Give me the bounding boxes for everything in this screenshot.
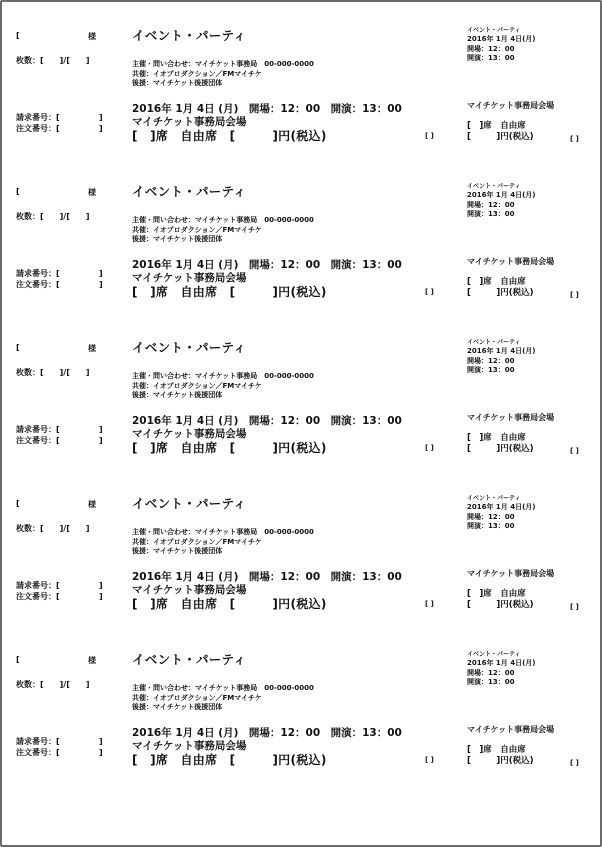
supporter-line: 後援：マイチケット後援団体 xyxy=(132,391,223,399)
stub-check-mark: [ ] xyxy=(570,135,579,143)
stub-seat: [ ]席 自由席 xyxy=(467,589,526,599)
honorific: 様 xyxy=(88,188,96,197)
stub-venue: マイチケット事務局会場 xyxy=(467,569,555,578)
invoice-close-bracket: ] xyxy=(99,737,103,746)
billing-info xyxy=(16,737,103,758)
stub-info xyxy=(467,659,536,688)
customer-name-row xyxy=(16,31,96,41)
invoice-number-label: 請求番号：[ xyxy=(16,113,60,122)
honorific: 様 xyxy=(88,344,96,353)
stub-seat: [ ]席 自由席 xyxy=(467,433,526,443)
invoice-number-label: 請求番号：[ xyxy=(16,737,60,746)
stub-start: 開演：13：00 xyxy=(467,210,515,218)
stub-title: イベント・パーティ xyxy=(467,495,521,502)
organizer-info xyxy=(132,60,314,89)
organizer-line: 主催・問い合わせ：マイチケット事務局 00-000-0000 xyxy=(132,528,314,536)
invoice-number-label: 請求番号：[ xyxy=(16,581,60,590)
order-number-label: 注文番号：[ xyxy=(16,279,60,289)
event-title: イベント・パーティ xyxy=(132,340,247,355)
organizer-info xyxy=(132,216,314,245)
seat-price: [ ]席 自由席 [ ]円(税込) xyxy=(132,285,327,299)
order-close-bracket: ] xyxy=(99,591,103,601)
stub-venue: マイチケット事務局会場 xyxy=(467,413,555,422)
stub-price: [ ]円(税込) xyxy=(467,756,534,766)
cosponsor-line: 共催：イオプロダクション／FMマイチケ xyxy=(132,69,262,78)
date-time: 2016年 1月 4日 (月) 開場：12：00 開演：13：00 xyxy=(132,727,402,739)
ticket-count: 枚数：[ ]/[ ] xyxy=(16,212,90,221)
organizer-info xyxy=(132,684,314,713)
stub-date: 2016年 1月 4日(月) xyxy=(467,659,536,667)
stub-seat-info xyxy=(467,589,534,611)
ticket-count: 枚数：[ ]/[ ] xyxy=(16,680,90,689)
stub-open: 開場：12：00 xyxy=(467,512,515,521)
event-title: イベント・パーティ xyxy=(132,496,247,511)
customer-name-row xyxy=(16,187,96,197)
stub-seat-info xyxy=(467,745,534,767)
name-open-bracket: [ xyxy=(16,499,20,508)
cosponsor-line: 共催：イオプロダクション／FMマイチケ xyxy=(132,537,262,546)
stub-open: 開場：12：00 xyxy=(467,200,515,209)
order-number-label: 注文番号：[ xyxy=(16,123,60,133)
stub-open: 開場：12：00 xyxy=(467,44,515,53)
name-open-bracket: [ xyxy=(16,343,20,352)
stub-price: [ ]円(税込) xyxy=(467,132,534,142)
billing-info xyxy=(16,581,103,602)
event-schedule xyxy=(132,259,402,284)
ticket xyxy=(2,11,600,167)
seat-price: [ ]席 自由席 [ ]円(税込) xyxy=(132,597,327,611)
check-mark: [ ] xyxy=(425,132,434,140)
supporter-line: 後援：マイチケット後援団体 xyxy=(132,235,223,243)
organizer-line: 主催・問い合わせ：マイチケット事務局 00-000-0000 xyxy=(132,60,314,68)
stub-open: 開場：12：00 xyxy=(467,668,515,677)
invoice-close-bracket: ] xyxy=(99,581,103,590)
stub-start: 開演：13：00 xyxy=(467,54,515,62)
honorific: 様 xyxy=(88,500,96,509)
venue: マイチケット事務局会場 xyxy=(132,115,247,128)
check-mark: [ ] xyxy=(425,444,434,452)
stub-seat-info xyxy=(467,277,534,299)
order-number-label: 注文番号：[ xyxy=(16,591,60,601)
stub-info xyxy=(467,35,536,64)
order-close-bracket: ] xyxy=(99,747,103,757)
cosponsor-line: 共催：イオプロダクション／FMマイチケ xyxy=(132,381,262,390)
ticket xyxy=(2,479,600,635)
event-schedule xyxy=(132,415,402,440)
organizer-info xyxy=(132,528,314,557)
stub-start: 開演：13：00 xyxy=(467,366,515,374)
event-schedule xyxy=(132,103,402,128)
honorific: 様 xyxy=(88,656,96,665)
name-open-bracket: [ xyxy=(16,31,20,40)
venue: マイチケット事務局会場 xyxy=(132,583,247,596)
stub-price: [ ]円(税込) xyxy=(467,288,534,298)
venue: マイチケット事務局会場 xyxy=(132,739,247,752)
order-close-bracket: ] xyxy=(99,123,103,133)
event-schedule xyxy=(132,571,402,596)
check-mark: [ ] xyxy=(425,600,434,608)
invoice-close-bracket: ] xyxy=(99,113,103,122)
date-time: 2016年 1月 4日 (月) 開場：12：00 開演：13：00 xyxy=(132,103,402,115)
stub-title: イベント・パーティ xyxy=(467,27,521,34)
stub-start: 開演：13：00 xyxy=(467,522,515,530)
event-title: イベント・パーティ xyxy=(132,652,247,667)
customer-name-row xyxy=(16,343,96,353)
seat-price: [ ]席 自由席 [ ]円(税込) xyxy=(132,129,327,143)
order-number-label: 注文番号：[ xyxy=(16,747,60,757)
customer-name-row xyxy=(16,499,96,509)
stub-info xyxy=(467,191,536,220)
honorific: 様 xyxy=(88,32,96,41)
stub-seat: [ ]席 自由席 xyxy=(467,745,526,755)
stub-title: イベント・パーティ xyxy=(467,183,521,190)
stub-date: 2016年 1月 4日(月) xyxy=(467,503,536,511)
event-title: イベント・パーティ xyxy=(132,184,247,199)
name-open-bracket: [ xyxy=(16,187,20,196)
seat-price: [ ]席 自由席 [ ]円(税込) xyxy=(132,753,327,767)
venue: マイチケット事務局会場 xyxy=(132,271,247,284)
ticket-count: 枚数：[ ]/[ ] xyxy=(16,56,90,65)
cosponsor-line: 共催：イオプロダクション／FMマイチケ xyxy=(132,225,262,234)
stub-venue: マイチケット事務局会場 xyxy=(467,725,555,734)
stub-date: 2016年 1月 4日(月) xyxy=(467,191,536,199)
event-schedule xyxy=(132,727,402,752)
stub-date: 2016年 1月 4日(月) xyxy=(467,347,536,355)
check-mark: [ ] xyxy=(425,288,434,296)
stub-check-mark: [ ] xyxy=(570,447,579,455)
stub-start: 開演：13：00 xyxy=(467,678,515,686)
stub-info xyxy=(467,503,536,532)
date-time: 2016年 1月 4日 (月) 開場：12：00 開演：13：00 xyxy=(132,259,402,271)
ticket xyxy=(2,167,600,323)
check-mark: [ ] xyxy=(425,756,434,764)
ticket xyxy=(2,323,600,479)
ticket-count: 枚数：[ ]/[ ] xyxy=(16,368,90,377)
stub-open: 開場：12：00 xyxy=(467,356,515,365)
invoice-close-bracket: ] xyxy=(99,425,103,434)
stub-price: [ ]円(税込) xyxy=(467,600,534,610)
organizer-info xyxy=(132,372,314,401)
stub-date: 2016年 1月 4日(月) xyxy=(467,35,536,43)
stub-check-mark: [ ] xyxy=(570,291,579,299)
stub-check-mark: [ ] xyxy=(570,759,579,767)
date-time: 2016年 1月 4日 (月) 開場：12：00 開演：13：00 xyxy=(132,415,402,427)
invoice-number-label: 請求番号：[ xyxy=(16,269,60,278)
stub-venue: マイチケット事務局会場 xyxy=(467,101,555,110)
customer-name-row xyxy=(16,655,96,665)
event-title: イベント・パーティ xyxy=(132,28,247,43)
stub-title: イベント・パーティ xyxy=(467,651,521,658)
order-number-label: 注文番号：[ xyxy=(16,435,60,445)
invoice-close-bracket: ] xyxy=(99,269,103,278)
stub-seat: [ ]席 自由席 xyxy=(467,121,526,131)
order-close-bracket: ] xyxy=(99,279,103,289)
billing-info xyxy=(16,113,103,134)
supporter-line: 後援：マイチケット後援団体 xyxy=(132,703,223,711)
stub-info xyxy=(467,347,536,376)
stub-check-mark: [ ] xyxy=(570,603,579,611)
stub-price: [ ]円(税込) xyxy=(467,444,534,454)
billing-info xyxy=(16,425,103,446)
order-close-bracket: ] xyxy=(99,435,103,445)
billing-info xyxy=(16,269,103,290)
seat-price: [ ]席 自由席 [ ]円(税込) xyxy=(132,441,327,455)
ticket-count: 枚数：[ ]/[ ] xyxy=(16,524,90,533)
cosponsor-line: 共催：イオプロダクション／FMマイチケ xyxy=(132,693,262,702)
stub-title: イベント・パーティ xyxy=(467,339,521,346)
name-open-bracket: [ xyxy=(16,655,20,664)
supporter-line: 後援：マイチケット後援団体 xyxy=(132,547,223,555)
stub-seat-info xyxy=(467,121,534,143)
organizer-line: 主催・問い合わせ：マイチケット事務局 00-000-0000 xyxy=(132,372,314,380)
stub-seat: [ ]席 自由席 xyxy=(467,277,526,287)
date-time: 2016年 1月 4日 (月) 開場：12：00 開演：13：00 xyxy=(132,571,402,583)
supporter-line: 後援：マイチケット後援団体 xyxy=(132,79,223,87)
stub-venue: マイチケット事務局会場 xyxy=(467,257,555,266)
stub-seat-info xyxy=(467,433,534,455)
venue: マイチケット事務局会場 xyxy=(132,427,247,440)
organizer-line: 主催・問い合わせ：マイチケット事務局 00-000-0000 xyxy=(132,216,314,224)
ticket xyxy=(2,635,600,791)
organizer-line: 主催・問い合わせ：マイチケット事務局 00-000-0000 xyxy=(132,684,314,692)
invoice-number-label: 請求番号：[ xyxy=(16,425,60,434)
